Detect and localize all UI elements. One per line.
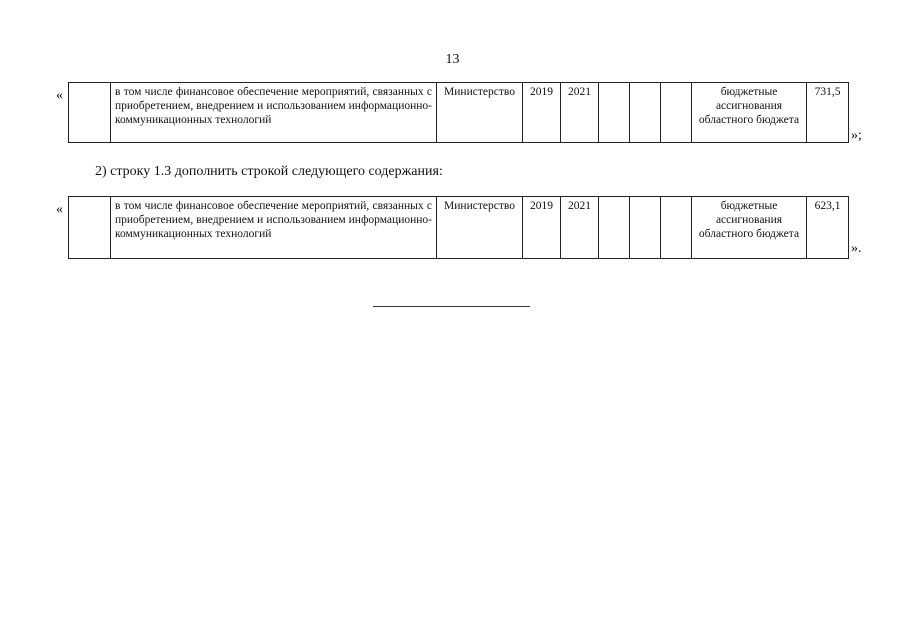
paragraph-instruction: 2) строку 1.3 дополнить строкой следующего содержания: — [95, 164, 443, 179]
cell-year-start: 2019 — [523, 197, 561, 259]
cell-amount: 623,1 — [807, 197, 849, 259]
open-quote-1: « — [56, 88, 63, 103]
end-rule — [373, 306, 530, 307]
close-quote-1: »; — [851, 128, 862, 143]
open-quote-2: « — [56, 202, 63, 217]
cell-empty-3 — [661, 83, 692, 143]
cell-executor: Министерство — [437, 197, 523, 259]
cell-funding-source: бюджетные ассигнования областного бюджета — [692, 83, 807, 143]
close-quote-2: ». — [851, 241, 862, 256]
cell-empty-2 — [630, 83, 661, 143]
cell-year-end: 2021 — [561, 83, 599, 143]
cell-year-start: 2019 — [523, 83, 561, 143]
cell-description: в том числе финансовое обеспечение мероприятий, связанных с приобретением, внедрением и использованием информационно-коммуникационных технологий — [111, 197, 437, 259]
table-row-1 — [68, 82, 849, 143]
page-number: 13 — [445, 52, 460, 67]
cell-empty-3 — [661, 197, 692, 259]
cell-number — [69, 83, 111, 143]
cell-amount: 731,5 — [807, 83, 849, 143]
cell-number — [69, 197, 111, 259]
cell-empty-1 — [599, 83, 630, 143]
cell-executor: Министерство — [437, 83, 523, 143]
cell-year-end: 2021 — [561, 197, 599, 259]
cell-description: в том числе финансовое обеспечение мероприятий, связанных с приобретением, внедрением и использованием информационно-коммуникационных технологий — [111, 83, 437, 143]
cell-empty-1 — [599, 197, 630, 259]
cell-funding-source: бюджетные ассигнования областного бюджета — [692, 197, 807, 259]
cell-empty-2 — [630, 197, 661, 259]
table-row-2 — [68, 196, 849, 259]
